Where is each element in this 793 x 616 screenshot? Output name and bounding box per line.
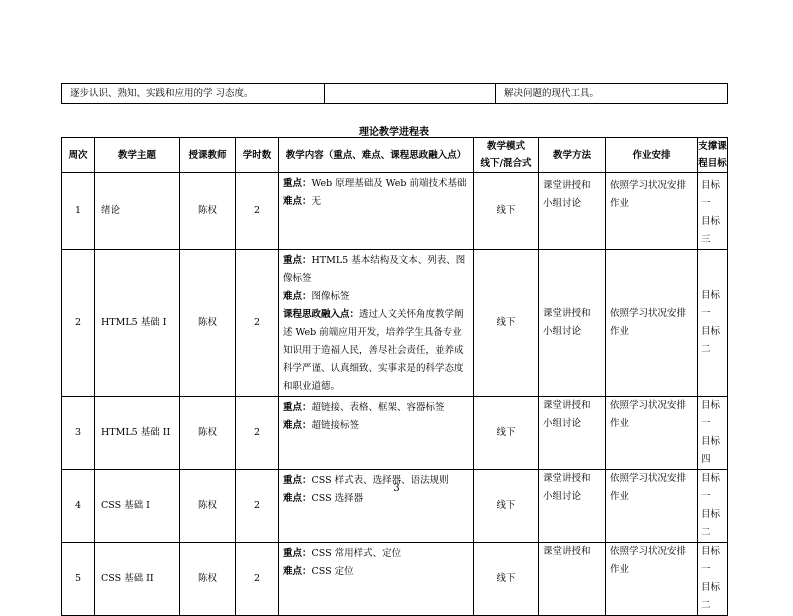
- header-hours: 学时数: [236, 138, 279, 173]
- difficulty-text: CSS 选择器: [311, 493, 364, 504]
- method-line1: 课堂讲授和: [543, 400, 591, 411]
- header-mode: [474, 138, 539, 173]
- difficulty-label: 难点：: [283, 566, 312, 577]
- header-week: 周次: [62, 138, 95, 173]
- topic-cell: CSS 基础 II: [95, 543, 180, 616]
- teacher-cell: 陈权: [180, 543, 236, 616]
- difficulty-label: 难点：: [283, 291, 312, 302]
- content-cell: [279, 543, 474, 616]
- header-mode-line2: 线下/混合式: [480, 158, 532, 169]
- goal-line2: 目标二: [701, 509, 721, 538]
- method-cell: [539, 543, 606, 616]
- goal-line1: 目标一: [701, 400, 721, 429]
- goal-cell: [698, 173, 728, 250]
- goal-line1: 目标一: [701, 546, 721, 575]
- homework-cell: [606, 397, 698, 470]
- homework-line2: 作业: [610, 564, 630, 575]
- method-line2: 小组讨论: [543, 418, 582, 429]
- content-cell: [279, 397, 474, 470]
- header-goal-line1: 支撑课: [698, 141, 727, 152]
- mode-cell: 线下: [474, 470, 539, 543]
- homework-cell: [606, 250, 698, 397]
- header-teacher: 授课教师: [180, 138, 236, 173]
- header-content: 教学内容（重点、难点、课程思政融入点）: [279, 138, 474, 173]
- hours-cell: 2: [236, 543, 279, 616]
- homework-line1: 依照学习状况安排: [610, 308, 687, 319]
- key-label: 重点：: [283, 255, 312, 266]
- mode-cell: 线下: [474, 397, 539, 470]
- header-topic: 教学主题: [95, 138, 180, 173]
- content-cell: [279, 250, 474, 397]
- table-caption: 理论教学进程表: [359, 127, 429, 138]
- remnant-right-cell: 解决问题的现代工具。: [496, 84, 728, 104]
- week-cell: 4: [62, 470, 95, 543]
- goal-line1: 目标一: [701, 290, 721, 319]
- method-cell: [539, 173, 606, 250]
- teacher-cell: 陈权: [180, 250, 236, 397]
- topic-cell: HTML5 基础 II: [95, 397, 180, 470]
- remnant-left-cell: 逐步认识、熟知、实践和应用的学 习态度。: [62, 84, 325, 104]
- difficulty-label: 难点：: [283, 493, 312, 504]
- homework-line1: 依照学习状况安排: [610, 546, 687, 557]
- homework-line1: 依照学习状况安排: [610, 400, 687, 411]
- goal-cell: [698, 470, 728, 543]
- page-number: 3: [393, 483, 400, 494]
- week-cell: 1: [62, 173, 95, 250]
- week-cell: 5: [62, 543, 95, 616]
- mode-cell: 线下: [474, 543, 539, 616]
- previous-table-remnant: [61, 83, 728, 104]
- week-cell: 2: [62, 250, 95, 397]
- goal-line2: 目标二: [701, 582, 721, 611]
- method-line1: 课堂讲授和: [543, 308, 591, 319]
- difficulty-text: 图像标签: [311, 291, 350, 302]
- header-method: 教学方法: [539, 138, 606, 173]
- method-line1: 课堂讲授和: [543, 546, 591, 557]
- method-line1: 课堂讲授和: [543, 180, 591, 191]
- difficulty-text: 无: [311, 196, 322, 207]
- homework-cell: [606, 470, 698, 543]
- method-line1: 课堂讲授和: [543, 473, 591, 484]
- method-line2: 小组讨论: [543, 326, 582, 337]
- hours-cell: 2: [236, 250, 279, 397]
- difficulty-label: 难点：: [283, 420, 312, 431]
- goal-cell: [698, 543, 728, 616]
- key-label: 重点：: [283, 475, 312, 486]
- hours-cell: 2: [236, 397, 279, 470]
- topic-cell: CSS 基础 I: [95, 470, 180, 543]
- method-cell: [539, 397, 606, 470]
- homework-line2: 作业: [610, 418, 630, 429]
- homework-line1: 依照学习状况安排: [610, 180, 687, 191]
- method-line2: 小组讨论: [543, 491, 582, 502]
- header-goal-line2: 程目标: [698, 158, 727, 169]
- mode-cell: 线下: [474, 173, 539, 250]
- table-row: [62, 173, 728, 250]
- key-text: HTML5 基本结构及文本、列表、图像标签: [283, 255, 466, 284]
- header-homework: 作业安排: [606, 138, 698, 173]
- homework-line1: 依照学习状况安排: [610, 473, 687, 484]
- goal-line2: 目标四: [701, 436, 721, 465]
- homework-cell: [606, 173, 698, 250]
- difficulty-text: CSS 定位: [311, 566, 354, 577]
- key-text: Web 原理基础及 Web 前端技术基础: [311, 178, 467, 189]
- header-row: [62, 138, 728, 173]
- topic-cell: HTML5 基础 I: [95, 250, 180, 397]
- theory-schedule-table: [61, 137, 728, 616]
- ideology-text: 透过人文关怀角度教学阐述 Web 前端应用开发，培养学生具备专业知识用于造福人民，善尽社会责任，並养成科学严谨、认真细致、实事求是的科学态度和职业道德。: [283, 309, 464, 392]
- table-row: [62, 397, 728, 470]
- key-label: 重点：: [283, 178, 312, 189]
- homework-line2: 作业: [610, 198, 630, 209]
- teacher-cell: 陈权: [180, 397, 236, 470]
- key-label: 重点：: [283, 548, 312, 559]
- goal-cell: [698, 250, 728, 397]
- homework-cell: [606, 543, 698, 616]
- content-cell: [279, 470, 474, 543]
- method-cell: [539, 250, 606, 397]
- table-row: [62, 84, 728, 104]
- table-row: [62, 543, 728, 616]
- hours-cell: 2: [236, 470, 279, 543]
- method-cell: [539, 470, 606, 543]
- method-line2: 小组讨论: [543, 198, 582, 209]
- difficulty-text: 超链接标签: [311, 420, 360, 431]
- table-row: [62, 250, 728, 397]
- key-text: 超链接、表格、框架、容器标签: [311, 402, 445, 413]
- key-text: CSS 常用样式、定位: [311, 548, 402, 559]
- hours-cell: 2: [236, 173, 279, 250]
- teacher-cell: 陈权: [180, 470, 236, 543]
- header-goal: [698, 138, 728, 173]
- table-row: [62, 470, 728, 543]
- goal-line2: 目标二: [701, 326, 721, 355]
- key-label: 重点：: [283, 402, 312, 413]
- goal-line1: 目标一: [701, 180, 721, 209]
- key-text: CSS 样式表、选择器、语法规则: [311, 475, 449, 486]
- homework-line2: 作业: [610, 491, 630, 502]
- difficulty-label: 难点：: [283, 196, 312, 207]
- mode-cell: 线下: [474, 250, 539, 397]
- goal-cell: [698, 397, 728, 470]
- ideology-label: 课程思政融入点：: [283, 309, 360, 320]
- goal-line2: 目标三: [701, 216, 721, 245]
- remnant-middle-cell: [325, 84, 496, 104]
- week-cell: 3: [62, 397, 95, 470]
- homework-line2: 作业: [610, 326, 630, 337]
- goal-line1: 目标一: [701, 473, 721, 502]
- topic-cell: 绪论: [95, 173, 180, 250]
- teacher-cell: 陈权: [180, 173, 236, 250]
- content-cell: [279, 173, 474, 250]
- header-mode-line1: 教学模式: [486, 141, 525, 152]
